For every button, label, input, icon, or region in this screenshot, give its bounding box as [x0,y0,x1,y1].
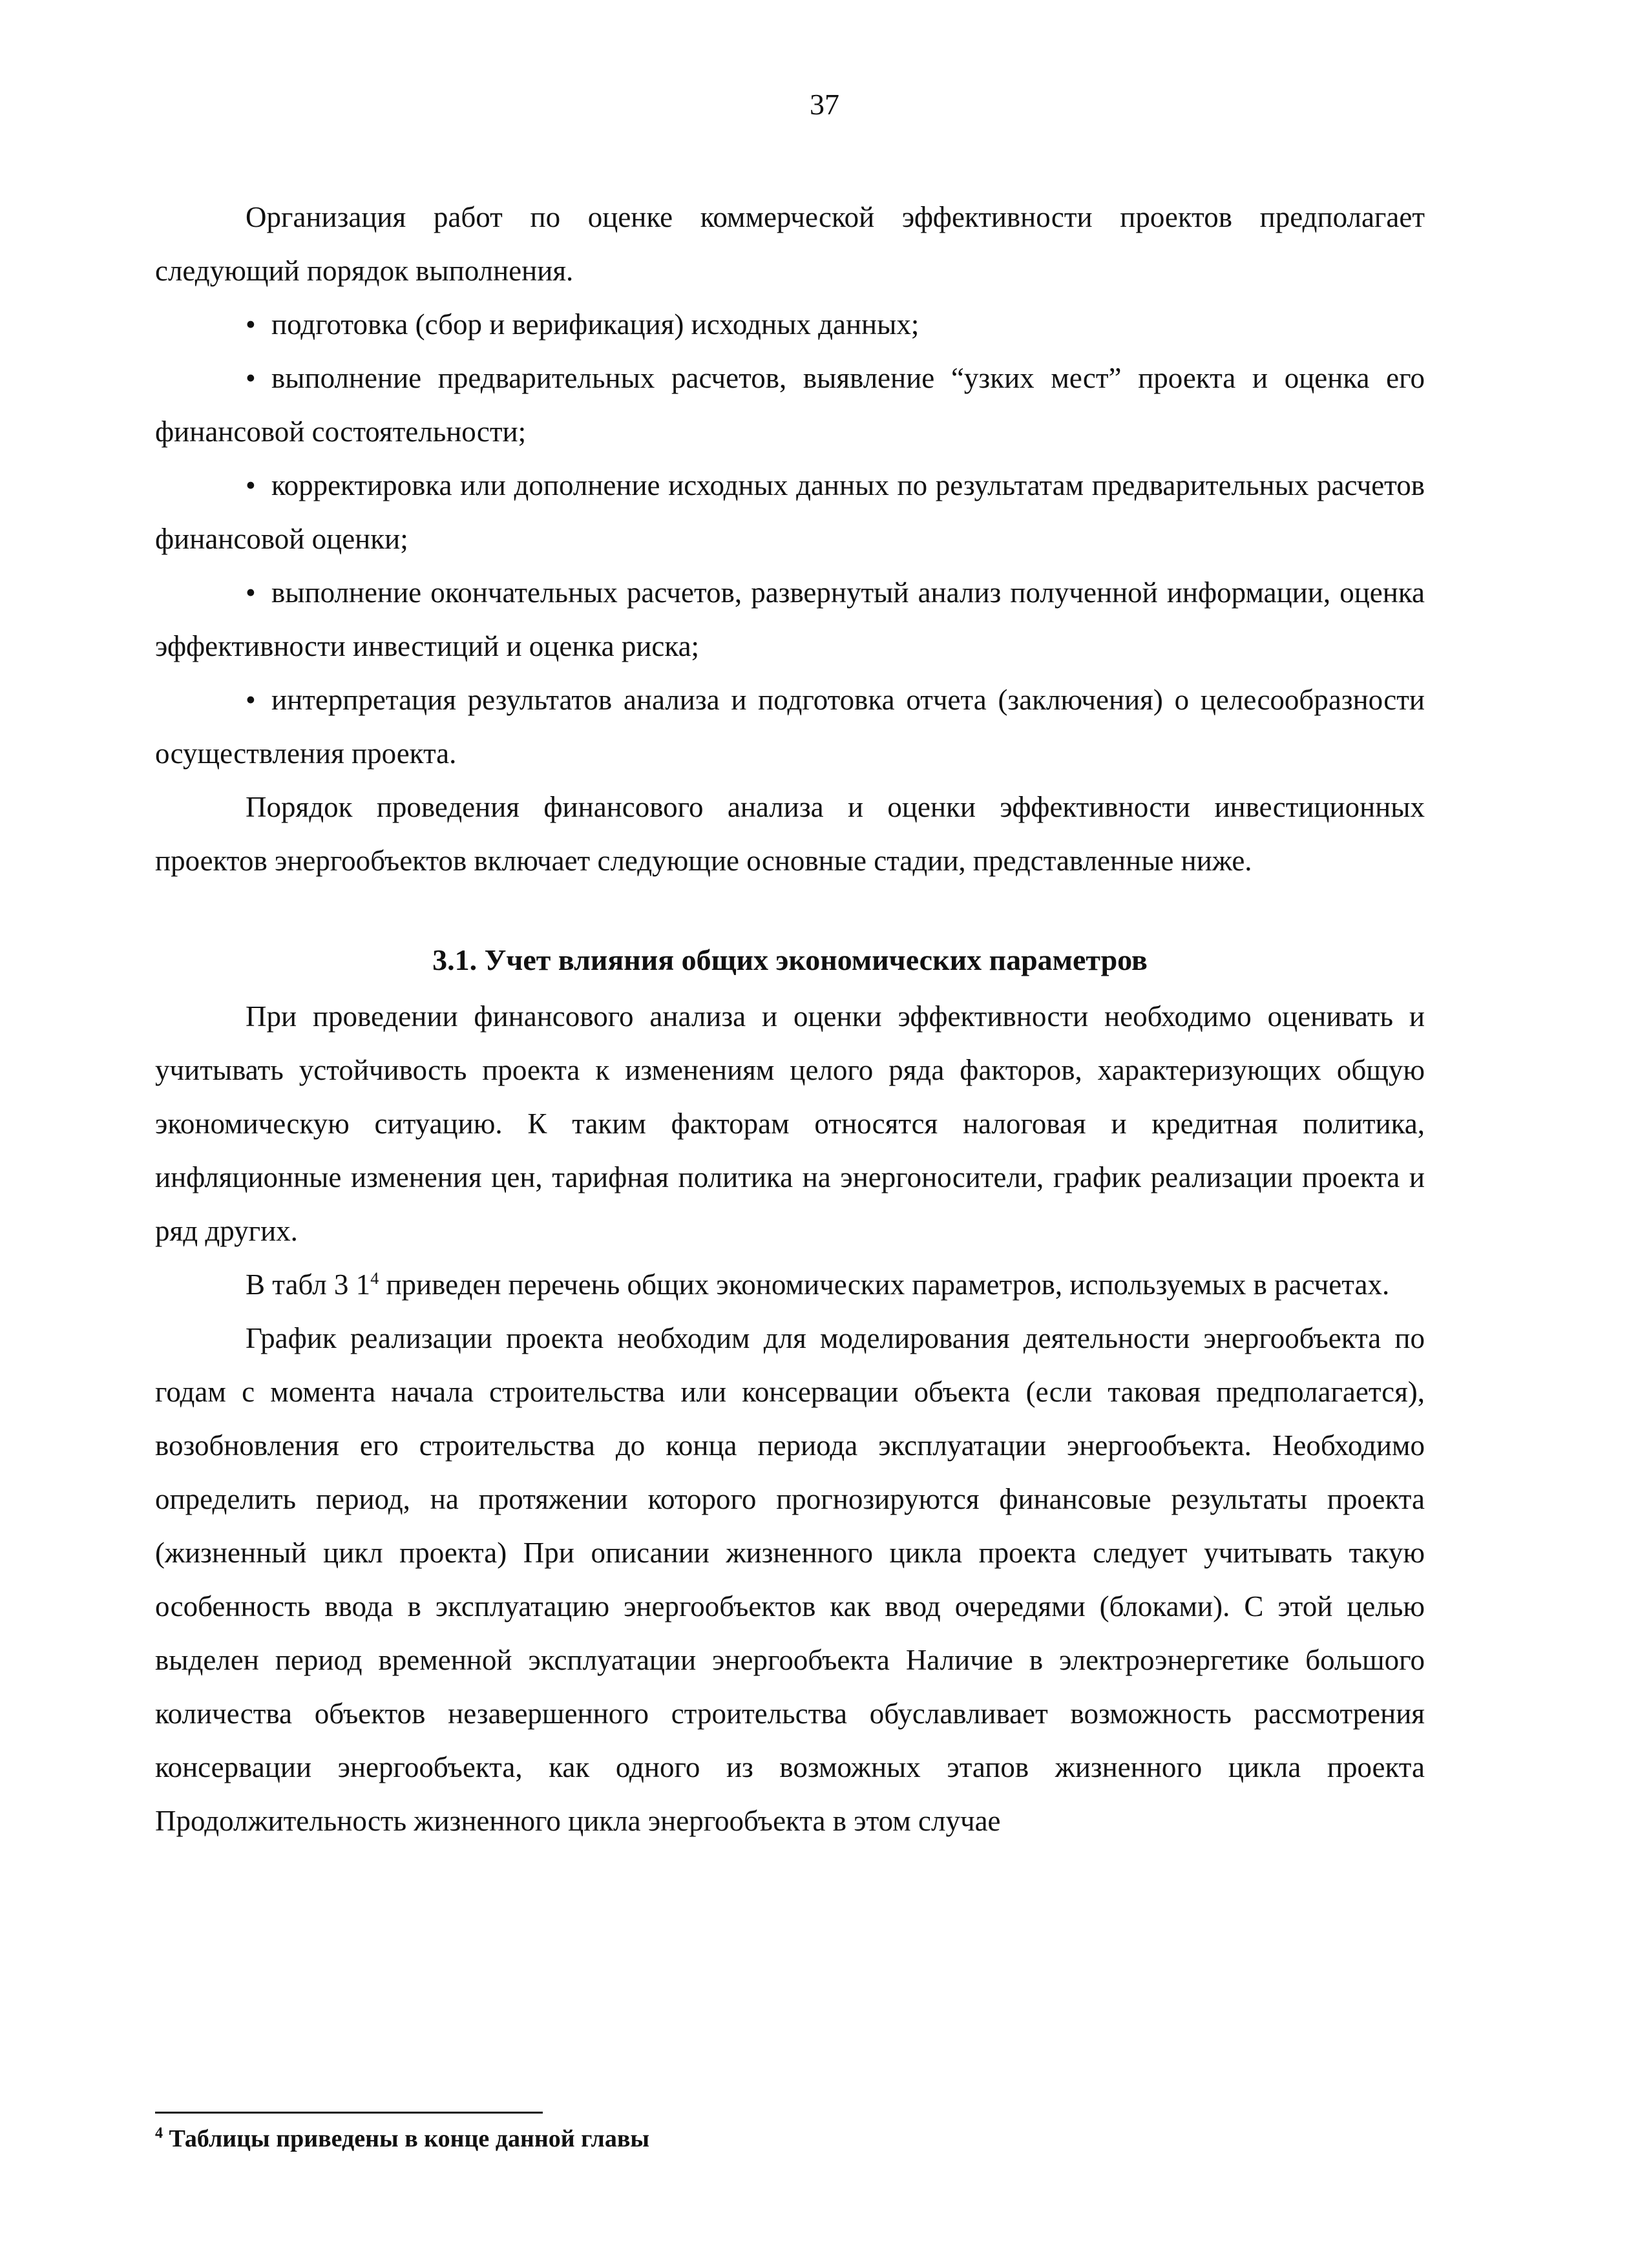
bullet-item-3 [155,459,1425,566]
page-body [155,191,1425,1848]
section-paragraph-2 [155,1258,1425,1312]
bullet-text: интерпретация результатов анализа и подготовка отчета (заключения) о целесообразности осуществления проекта. [155,684,1425,770]
intro-closing-paragraph: Порядок проведения финансового анализа и оценки эффективности инвестиционных проектов энергообъектов включает следующие основные стадии, представленные ниже. [155,791,1425,877]
bullet-text: выполнение окончательных расчетов, развернутый анализ полученной информации, оценка эффективности инвестиций и оценка риска; [155,576,1425,662]
footnote-reference: 4 [370,1269,379,1288]
section-heading: 3.1. Учет влияния общих экономических параметров [432,943,1148,976]
bullet-item-1 [155,298,1425,352]
bullet-icon: • [246,308,256,341]
bullet-item-2 [155,352,1425,459]
intro-paragraph: Организация работ по оценке коммерческой эффективности проектов предполагает следующий порядок выполнения. [155,201,1425,287]
bullet-text: корректировка или дополнение исходных данных по результатам предварительных расчетов финансовой оценки; [155,469,1425,555]
footnote-marker: 4 [155,2125,163,2142]
section-paragraph-3: График реализации проекта необходим для моделирования деятельности энергообъекта по годам с момента начала строительства или консервации объекта (если таковая предполагается), возобновления его строительства до конца периода эксплуатации энергообъекта. Необходимо определить период, на протяжении которого прогнозируются финансовые результаты проекта (жизненный цикл проекта) При описании жизненного цикла проекта следует учитывать такую особенность ввода в эксплуатацию энергообъектов как ввод очередями (блоками). С этой целью выделен период временной эксплуатации энергообъекта Наличие в электроэнергетике большого количества объектов незавершенного строительства обуславливает возможность рассмотрения консервации энергообъекта, как одного из возможных этапов жизненного цикла проекта Продолжительность жизненного цикла энергообъекта в этом случае [155,1322,1425,1837]
paragraph-text-end: приведен перечень общих экономических параметров, используемых в расчетах. [379,1268,1390,1301]
paragraph-text-start: В табл 3 1 [246,1268,371,1301]
bullet-icon: • [246,362,256,394]
page-number: 37 [810,88,839,121]
bullet-icon: • [246,684,256,716]
bullet-text: подготовка (сбор и верификация) исходных данных; [271,308,919,341]
footnote-text: Таблицы приведены в конце данной главы [163,2125,650,2152]
section-paragraph-1: При проведении финансового анализа и оценки эффективности необходимо оценивать и учитывать устойчивость проекта к изменениям целого ряда факторов, характеризующих общую экономическую ситуацию. К таким факторам относятся налоговая и кредитная политика, инфляционные изменения цен, тарифная политика на энергоносители, график реализации проекта и ряд других. [155,1000,1425,1247]
bullet-item-5 [155,673,1425,781]
footnote [155,2123,1383,2155]
footnote-divider [155,2112,543,2114]
bullet-item-4 [155,566,1425,673]
bullet-text: выполнение предварительных расчетов, выявление “узких мест” проекта и оценка его финансовой состоятельности; [155,362,1425,448]
bullet-icon: • [246,576,256,609]
bullet-icon: • [246,469,256,501]
